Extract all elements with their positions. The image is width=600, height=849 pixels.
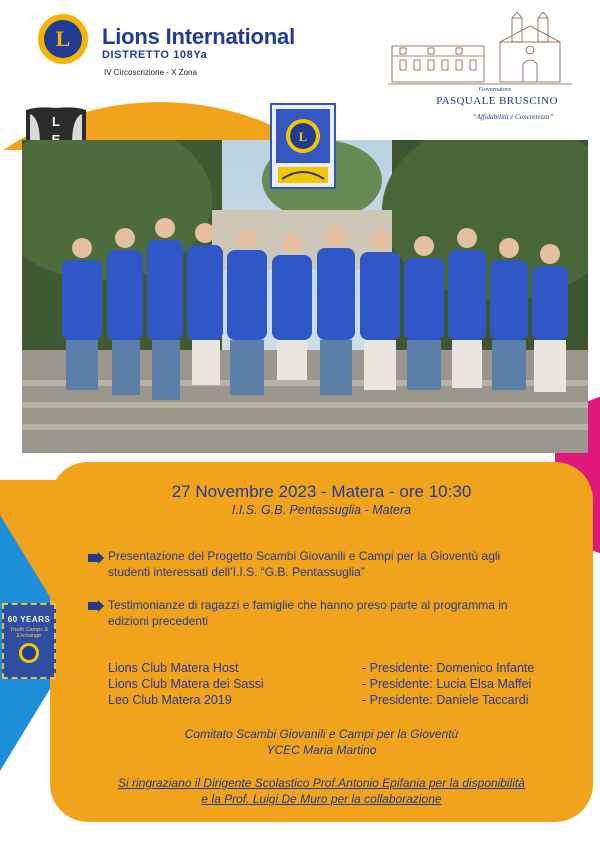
- stamp-subtitle: Youth Camps & Exchange: [9, 627, 49, 639]
- lions-logo-letter: L: [44, 20, 82, 58]
- clubs-list: [108, 660, 348, 708]
- acknowledgement-line1: Si ringraziano il Dirigente Scolastico Prof.Antonio Epifania per la disponibilità: [118, 776, 525, 790]
- lions-international-logo: [38, 14, 88, 64]
- club-name: Lions Club Matera Host: [108, 661, 239, 675]
- town-buildings-drawing: [388, 12, 572, 94]
- zone-label: IV Circoscrizione - X Zona: [104, 68, 197, 77]
- governor-title: Governatore: [478, 86, 512, 93]
- club-name: Lions Club Matera dei Sassi: [108, 677, 264, 691]
- club-name: Leo Club Matera 2019: [108, 693, 232, 707]
- bullet-presentation-line1: Presentazione del Progetto Scambi Giovanili e Campi per la Gioventù agli: [108, 549, 501, 563]
- presidents-list: [362, 660, 592, 708]
- event-date-headline: 27 Novembre 2023 - Matera - ore 10:30: [171, 482, 472, 501]
- committee-chair: YCEC Maria Martino: [266, 743, 377, 757]
- youth-camps-exchange-badge: [270, 103, 336, 189]
- arrow-bullet-icon: [88, 600, 104, 612]
- acknowledgement-line2: e la Prof. Luigi De Muro per la collaborazione: [201, 792, 442, 806]
- svg-text:L: L: [298, 129, 308, 144]
- bullet-presentation-line2: studenti interessati dell’I.I.S. “G.B. Pentassuglia”: [108, 565, 365, 579]
- club-president: - Presidente: Domenico Infante: [362, 661, 535, 675]
- bullet-presentation: [108, 548, 588, 580]
- arrow-bullet-icon: [88, 552, 104, 564]
- district-label: DISTRETTO 108Ya: [102, 49, 208, 61]
- committee-name: Comitato Scambi Giovanili e Campi per la Gioventù: [184, 727, 459, 741]
- event-venue: I.I.S. G.B. Pentassuglia - Matera: [231, 503, 412, 517]
- governor-name: PASQUALE BRUSCINO: [436, 95, 558, 107]
- bullet-testimonials: [108, 597, 588, 629]
- acknowledgements: [50, 775, 593, 807]
- stamp-years-text: 60 YEARS: [7, 615, 51, 624]
- club-president: - Presidente: Lucia Elsa Maffei: [362, 677, 532, 691]
- committee-credit: [50, 726, 593, 758]
- bullet-testimonials-line2: edizioni precedenti: [108, 614, 209, 628]
- svg-text:L: L: [52, 114, 60, 129]
- stamp-lions-emblem: [14, 642, 44, 664]
- club-president: - Presidente: Daniele Taccardi: [362, 693, 529, 707]
- organization-name: Lions International: [102, 24, 295, 49]
- governor-motto: “Affidabilità e Concretezza”: [472, 113, 554, 121]
- bullet-testimonials-line1: Testimonianze di ragazzi e famiglie che hanno preso parte al programma in: [108, 598, 508, 612]
- sixty-years-stamp: [2, 603, 56, 679]
